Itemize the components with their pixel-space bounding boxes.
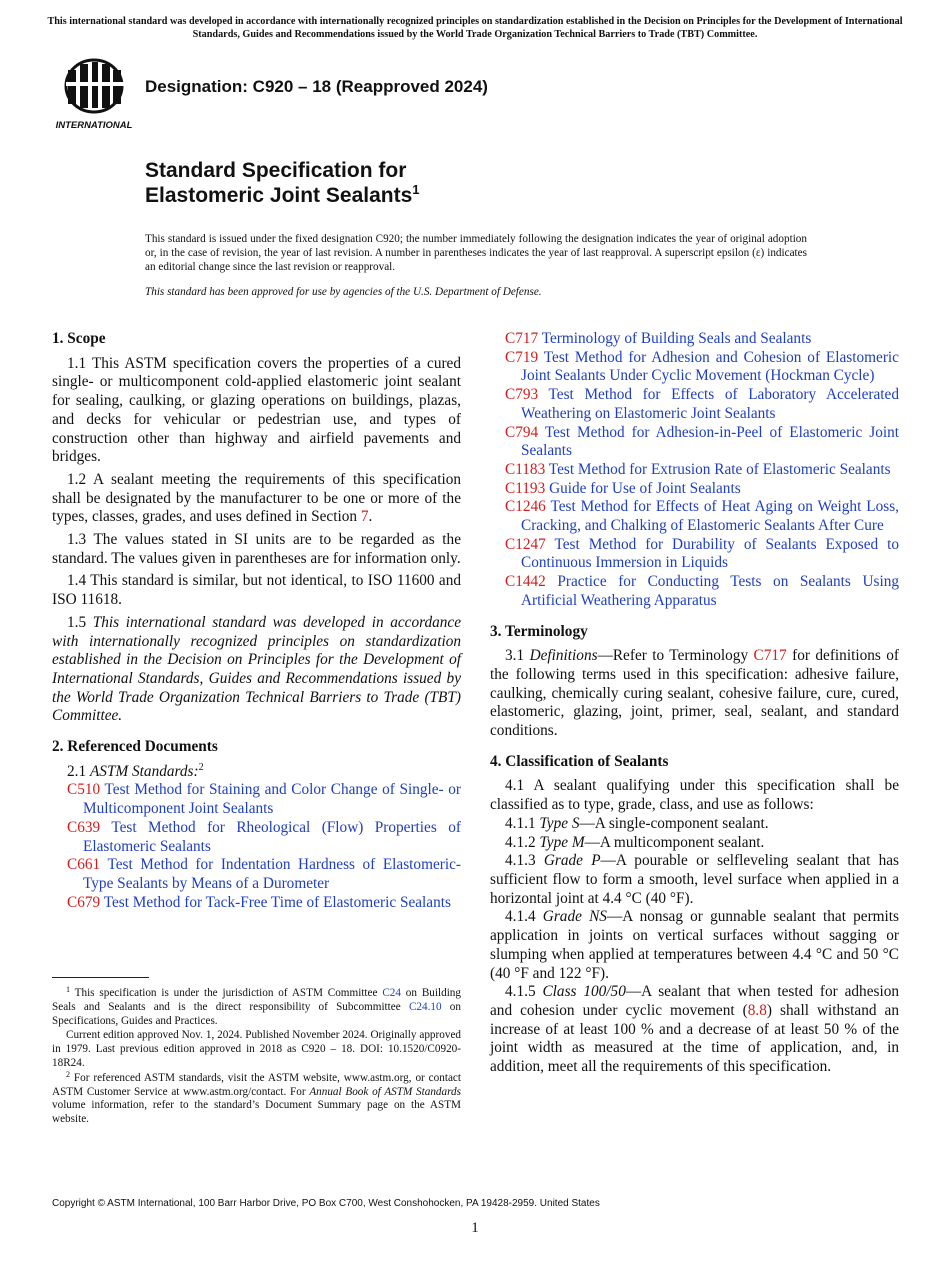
footnote-2-ref[interactable]: 2 <box>198 761 204 773</box>
paragraph-3-1: 3.1 Definitions—Refer to Terminology C717 for definitions of the following terms used in this specification: adhesive failure, caulking, chemically curing sealant, cohesive failure, cure, cured, elastomeric, glazing, joint, primer, seal, sealant, and standard conditions. <box>490 647 899 740</box>
paragraph-4-1-5: 4.1.5 Class 100/50—A sealant that when tested for adhesion and cohesion under cyclic movement (8.8) shall withstand an increase of at least 100 % and a decrease of at least 50 % of the joint width as measured at the time of application, and, in addition, meet all the requirements of this specification. <box>490 983 899 1076</box>
paragraph-1-3: 1.3 The values stated in SI units are to be regarded as the standard. The values given in parentheses are for information only. <box>52 531 461 567</box>
reference-item <box>52 856 461 893</box>
designation: Designation: C920 – 18 (Reapproved 2024) <box>145 77 488 96</box>
astm-logo <box>52 56 136 132</box>
reference-code-link[interactable]: C510 <box>67 781 101 799</box>
reference-title-link[interactable]: Test Method for Indentation Hardness of Elastomeric-Type Sealants by Means of a Durometer <box>83 856 461 892</box>
paragraph-1-2: 1.2 A sealant meeting the requirements of this specification shall be designated by the manufacturer to be one or more of the types, classes, grades, and uses defined in Section 7. <box>52 470 461 526</box>
logo-text: INTERNATIONAL <box>55 120 133 131</box>
top-notice: This international standard was developed in accordance with internationally recognized principles on standardization established in the Decision on Principles for the Development of International Standards, Guides and Recommendations issued by the World Trade Organization Technical Barriers to Trade (TBT) Committee. <box>47 16 903 40</box>
footnote-1-edition: Current edition approved Nov. 1, 2024. Published November 2024. Originally approved in 1979. Last previous edition approved in 2018 as C920 – 18. DOI: 10.1520/C0920-18R24. <box>52 1029 461 1069</box>
reference-code-link[interactable]: C661 <box>67 856 101 874</box>
reference-list-left <box>52 781 461 912</box>
footnote-2: $^2$ For referenced ASTM standards, visit the ASTM website, www.astm.org, or contact ASTM Customer Service at www.astm.org/contact. For Annual Book of ASTM Standards volume information, refer to the standard’s Document Summary page on the ASTM website. <box>52 1069 461 1126</box>
section-8-8-link[interactable]: 8.8 <box>747 1001 767 1019</box>
reference-title-link[interactable]: Test Method for Rheological (Flow) Properties of Elastomeric Sealants <box>83 818 461 855</box>
reference-title-link[interactable]: Test Method for Extrusion Rate of Elastomeric Sealants <box>548 460 891 478</box>
reference-title-link[interactable]: Test Method for Durability of Sealants Exposed to Continuous Immersion in Liquids <box>521 535 899 572</box>
footnote-rule <box>52 977 149 978</box>
section-heading-scope: 1. Scope <box>52 330 106 347</box>
classification-item: 4.1.3 Grade P—A pourable or selfleveling sealant that has sufficient flow to form a smooth, level surface when applied in a horizontal joint at 4.4 °C (40 °F). <box>490 852 899 907</box>
reference-title-link[interactable]: Test Method for Adhesion and Cohesion of Elastomeric Joint Sealants Under Cyclic Movement (Hockman Cycle) <box>521 348 899 385</box>
reference-item <box>52 819 461 856</box>
c24-link[interactable]: C24 <box>382 987 401 999</box>
c717-link[interactable]: C717 <box>753 647 787 665</box>
approval-note: This standard has been approved for use by agencies of the U.S. Department of Defense. <box>145 286 542 298</box>
reference-code-link[interactable]: C1442 <box>505 573 546 591</box>
reference-title-link[interactable]: Test Method for Staining and Color Change of Single- or Multicomponent Joint Sealants <box>83 781 461 818</box>
paragraph-4-1: 4.1 A sealant qualifying under this specification shall be classified as to type, grade, class, and use as follows: <box>490 777 899 814</box>
page-number: 1 <box>471 1220 479 1236</box>
classification-items <box>490 815 899 983</box>
title-footnote-ref[interactable]: 1 <box>412 182 420 197</box>
classification-item: 4.1.4 Grade NS—A nonsag or gunnable sealant that permits application in joints on vertical surfaces without sagging or slumping when applied at temperatures between 4.4 °C and 50 °C (40 °F and 122 °F). <box>490 908 900 982</box>
reference-item <box>490 573 899 610</box>
reference-title-link[interactable]: Guide for Use of Joint Sealants <box>549 479 741 497</box>
title-line-2: Elastomeric Joint Sealants <box>145 184 413 207</box>
reference-code-link[interactable]: C1246 <box>505 498 546 516</box>
paragraph-1-5: 1.5 This international standard was developed in accordance with internationally recognized principles on standardization established in the Decision on Principles for the Development of International Standards, Guides and Recommendations issued by the World Trade Organization Technical Barriers to Trade (TBT) Committee. <box>52 613 461 725</box>
reference-list-right <box>490 330 899 611</box>
reference-item <box>490 424 899 461</box>
right-column <box>490 330 899 1077</box>
paragraph-2-1: 2.1 ASTM Standards:$^2$ <box>67 761 204 780</box>
reference-code-link[interactable]: C1183 <box>505 460 546 478</box>
reference-item <box>490 386 899 423</box>
reference-code-link[interactable]: C793 <box>505 386 539 404</box>
section-7-link[interactable]: 7 <box>360 508 369 526</box>
reference-title-link[interactable]: Test Method for Effects of Laboratory Accelerated Weathering on Elastomeric Joint Sealants <box>521 386 899 422</box>
reference-title-link[interactable]: Test Method for Adhesion-in-Peel of Elastomeric Joint Sealants <box>521 423 899 460</box>
reference-code-link[interactable]: C639 <box>67 818 101 836</box>
reference-code-link[interactable]: C1193 <box>505 479 546 497</box>
paragraph-1-4: 1.4 This standard is similar, but not identical, to ISO 11600 and ISO 11618. <box>52 572 461 609</box>
reference-item <box>490 330 899 349</box>
reference-item <box>490 480 899 499</box>
copyright-line: Copyright © ASTM International, 100 Barr Harbor Drive, PO Box C700, West Conshohocken, PA 19428-2959. United States <box>52 1198 600 1209</box>
classification-item: 4.1.2 Type M—A multicomponent sealant. <box>505 833 765 851</box>
reference-title-link[interactable]: Test Method for Effects of Heat Aging on Weight Loss, Cracking, and Chalking of Elastomeric Sealants After Cure <box>521 498 899 535</box>
document-title <box>145 158 420 208</box>
issue-note: This standard is issued under the fixed designation C920; the number immediately following the designation indicates the year of original adoption or, in the case of revision, the year of last revision. A number in parentheses indicates the year of last reapproval. A superscript epsilon (ε) indicates an editorial change since the last revision or reapproval. <box>145 233 807 274</box>
classification-item: 4.1.1 Type S—A single-component sealant. <box>505 814 769 832</box>
reference-item <box>490 461 899 480</box>
reference-item <box>52 781 461 818</box>
paragraph-1-1: 1.1 This ASTM specification covers the properties of a cured single- or multicomponent cold-applied elastomeric joint sealant for sealing, caulking, or glazing operations on buildings, plazas, and decks for vehicular or pedestrian use, and types of construction other than highway and airfield pavements and bridges. <box>52 354 461 466</box>
footnotes <box>52 987 461 1128</box>
left-column <box>52 330 461 912</box>
section-heading-classification: 4. Classification of Sealants <box>490 752 669 770</box>
reference-code-link[interactable]: C794 <box>505 423 539 441</box>
reference-item <box>490 349 899 386</box>
reference-item <box>52 894 461 913</box>
reference-code-link[interactable]: C679 <box>67 893 101 911</box>
reference-title-link[interactable]: Terminology of Building Seals and Sealants <box>541 330 812 347</box>
reference-code-link[interactable]: C717 <box>505 330 539 347</box>
footnote-1: $^1$ This specification is under the jurisdiction of ASTM Committee C24 on Building Seals and Sealants and is the direct responsibility of Subcommittee C24.10 on Specifications, Guides and Practices. <box>52 985 461 1027</box>
reference-code-link[interactable]: C1247 <box>505 535 546 553</box>
reference-item <box>490 498 899 535</box>
reference-title-link[interactable]: Test Method for Tack-Free Time of Elastomeric Sealants <box>103 893 451 911</box>
title-line-1: Standard Specification for <box>145 159 407 182</box>
section-heading-referenced-documents: 2. Referenced Documents <box>52 738 218 756</box>
c24-10-link[interactable]: C24.10 <box>408 1000 442 1013</box>
reference-title-link[interactable]: Practice for Conducting Tests on Sealants Using Artificial Weathering Apparatus <box>521 573 899 609</box>
reference-item <box>490 536 899 573</box>
section-heading-terminology: 3. Terminology <box>490 622 588 640</box>
reference-code-link[interactable]: C719 <box>505 348 539 366</box>
